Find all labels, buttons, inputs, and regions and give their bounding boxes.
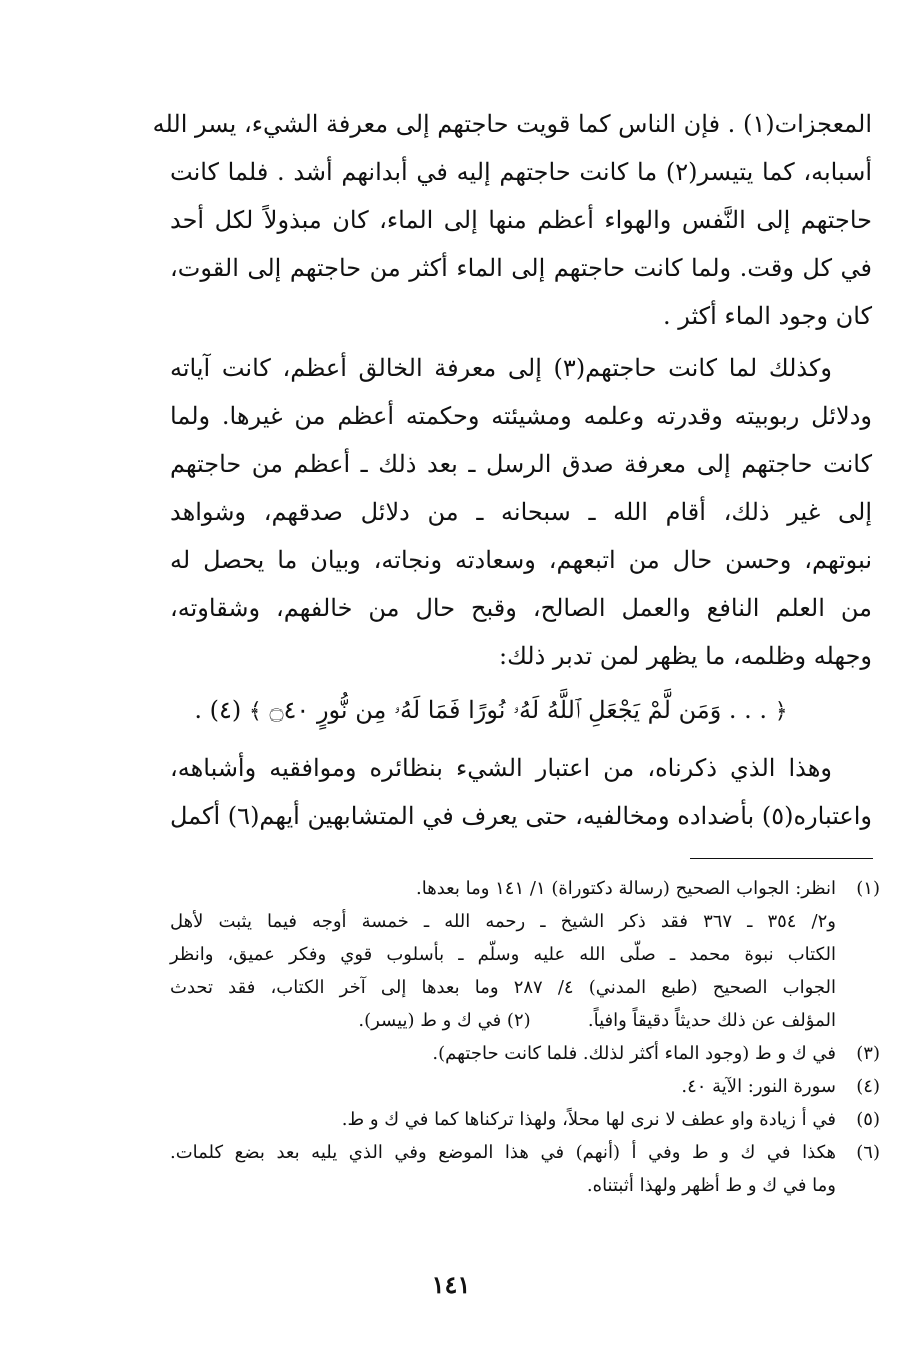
text-line: كانت حاجتهم إلى معرفة صدق الرسل ـ بعد ذلك ـ أعظم من حاجتهم: [170, 450, 872, 478]
text-line: وكذلك لما كانت حاجتهم(٣) إلى معرفة الخالق أعظم، كانت آياته: [170, 354, 832, 382]
footnote-line: في أ زيادة واو عطف لا نرى لها محلاً، ولهذا تركناها كما في ك و ط.: [341, 1109, 836, 1130]
footnote-line: وما في ك و ط أظهر ولهذا أثبتناه.: [586, 1175, 836, 1196]
quran-verse: [170, 686, 872, 734]
footnote-text: [170, 872, 836, 1037]
footnote: [170, 1070, 880, 1103]
text-line: نبوتهم، وحسن حال من اتبعهم، وسعادته ونجاته، وبيان ما يحصل له: [170, 546, 873, 574]
text-line: كان وجود الماء أكثر .: [662, 302, 872, 330]
footnote-line: المؤلف عن ذلك حديثاً دقيقاً وافياً. (٢) في ك و ط (ييسر).: [358, 1010, 836, 1031]
text-line: إلى غير ذلك، أقام الله ـ سبحانه ـ من دلائل صدقهم، وشواهد: [170, 498, 872, 526]
quran-verse-line: [170, 686, 872, 734]
text-line: من العلم النافع والعمل الصالح، وقبح حال من خالفهم، وشقاوته،: [170, 594, 872, 622]
main-text: [152, 100, 872, 340]
footnote-separator: [690, 858, 873, 859]
footnote-number: (٦): [856, 1142, 880, 1163]
page-number: ١٤١: [431, 1270, 471, 1299]
verse-open-bracket: ﴿: [774, 699, 788, 724]
footnote: [170, 1037, 880, 1070]
footnote-line: هكذا في ك و ط وفي أ (أنهم) في هذا الموضع وفي الذي يليه بعد بضع كلمات.: [170, 1142, 836, 1163]
footnote-text: [170, 1103, 836, 1136]
footnote: [170, 1103, 880, 1136]
verse-footnote-ref: (٤) .: [194, 696, 242, 724]
text-line: ودلائل ربوبيته وقدرته وعلمه ومشيئته وحكمته أعظم من غيرها. ولما: [170, 402, 872, 430]
verse-text: . . . وَمَن لَّمْ يَجْعَلِ ٱللَّهُ لَهُۥ نُورًا فَمَا لَهُۥ مِن نُّورٍ: [316, 696, 768, 724]
text-line: وجهله وظلمه، ما يظهر لمن تدبر ذلك:: [498, 642, 872, 670]
footnote-text: [170, 1136, 836, 1202]
text-line: المعجزات(١) . فإن الناس كما قويت حاجتهم إلى معرفة الشيء، يسر الله: [152, 110, 872, 138]
text-line: في كل وقت. ولما كانت حاجتهم إلى الماء أكثر من حاجتهم إلى القوت،: [170, 254, 872, 282]
footnote-line: انظر: الجواب الصحيح (رسالة دكتوراة) ١/ ١٤١ وما بعدها.: [416, 878, 836, 899]
footnote-line: في ك و ط (وجود الماء أكثر لذلك. فلما كانت حاجتهم).: [432, 1043, 836, 1064]
footnote-number: (٤): [856, 1076, 880, 1097]
text-line: واعتباره(٥) بأضداده ومخالفيه، حتى يعرف في المتشابهين أيهم(٦) أكمل: [170, 802, 873, 830]
footnotes: [170, 872, 880, 1202]
footnote-number: (٣): [856, 1043, 880, 1064]
footnote-line: و٢/ ٣٥٤ ـ ٣٦٧ فقد ذكر الشيخ ـ رحمه الله ـ خمسة أوجه فيما يثبت لأهل: [170, 911, 836, 932]
verse-close-bracket: ﴾: [248, 699, 262, 724]
footnote-text: [170, 1037, 836, 1070]
text-line: وهذا الذي ذكرناه، من اعتبار الشيء بنظائره وموافقيه وأشباهه،: [170, 754, 832, 782]
footnote-number: (٥): [856, 1109, 880, 1130]
verse-number-mark: ۝٤٠: [269, 696, 310, 724]
text-line: حاجتهم إلى النَّفس والهواء أعظم منها إلى الماء، كان مبذولاً لكل أحد: [170, 206, 872, 234]
text-line: أسبابه، كما يتيسر(٢) ما كانت حاجتهم إليه في أبدانهم أشد . فلما كانت: [170, 158, 872, 186]
footnote-line: الكتاب نبوة محمد ـ صلّى الله عليه وسلّم ـ بأسلوب قوي وفكر عميق، وانظر: [170, 944, 836, 965]
footnote-line: سورة النور: الآية ٤٠.: [681, 1076, 836, 1097]
footnote-line: الجواب الصحيح (طبع المدني) ٤/ ٢٨٧ وما بعدها إلى آخر الكتاب، فقد تحدث: [170, 977, 836, 998]
footnote: [170, 1136, 880, 1202]
footnote: [170, 872, 880, 1037]
footnote-number: (١): [856, 878, 880, 899]
second-paragraph: [170, 344, 872, 680]
footnote-text: [170, 1070, 836, 1103]
third-paragraph: [170, 744, 872, 840]
